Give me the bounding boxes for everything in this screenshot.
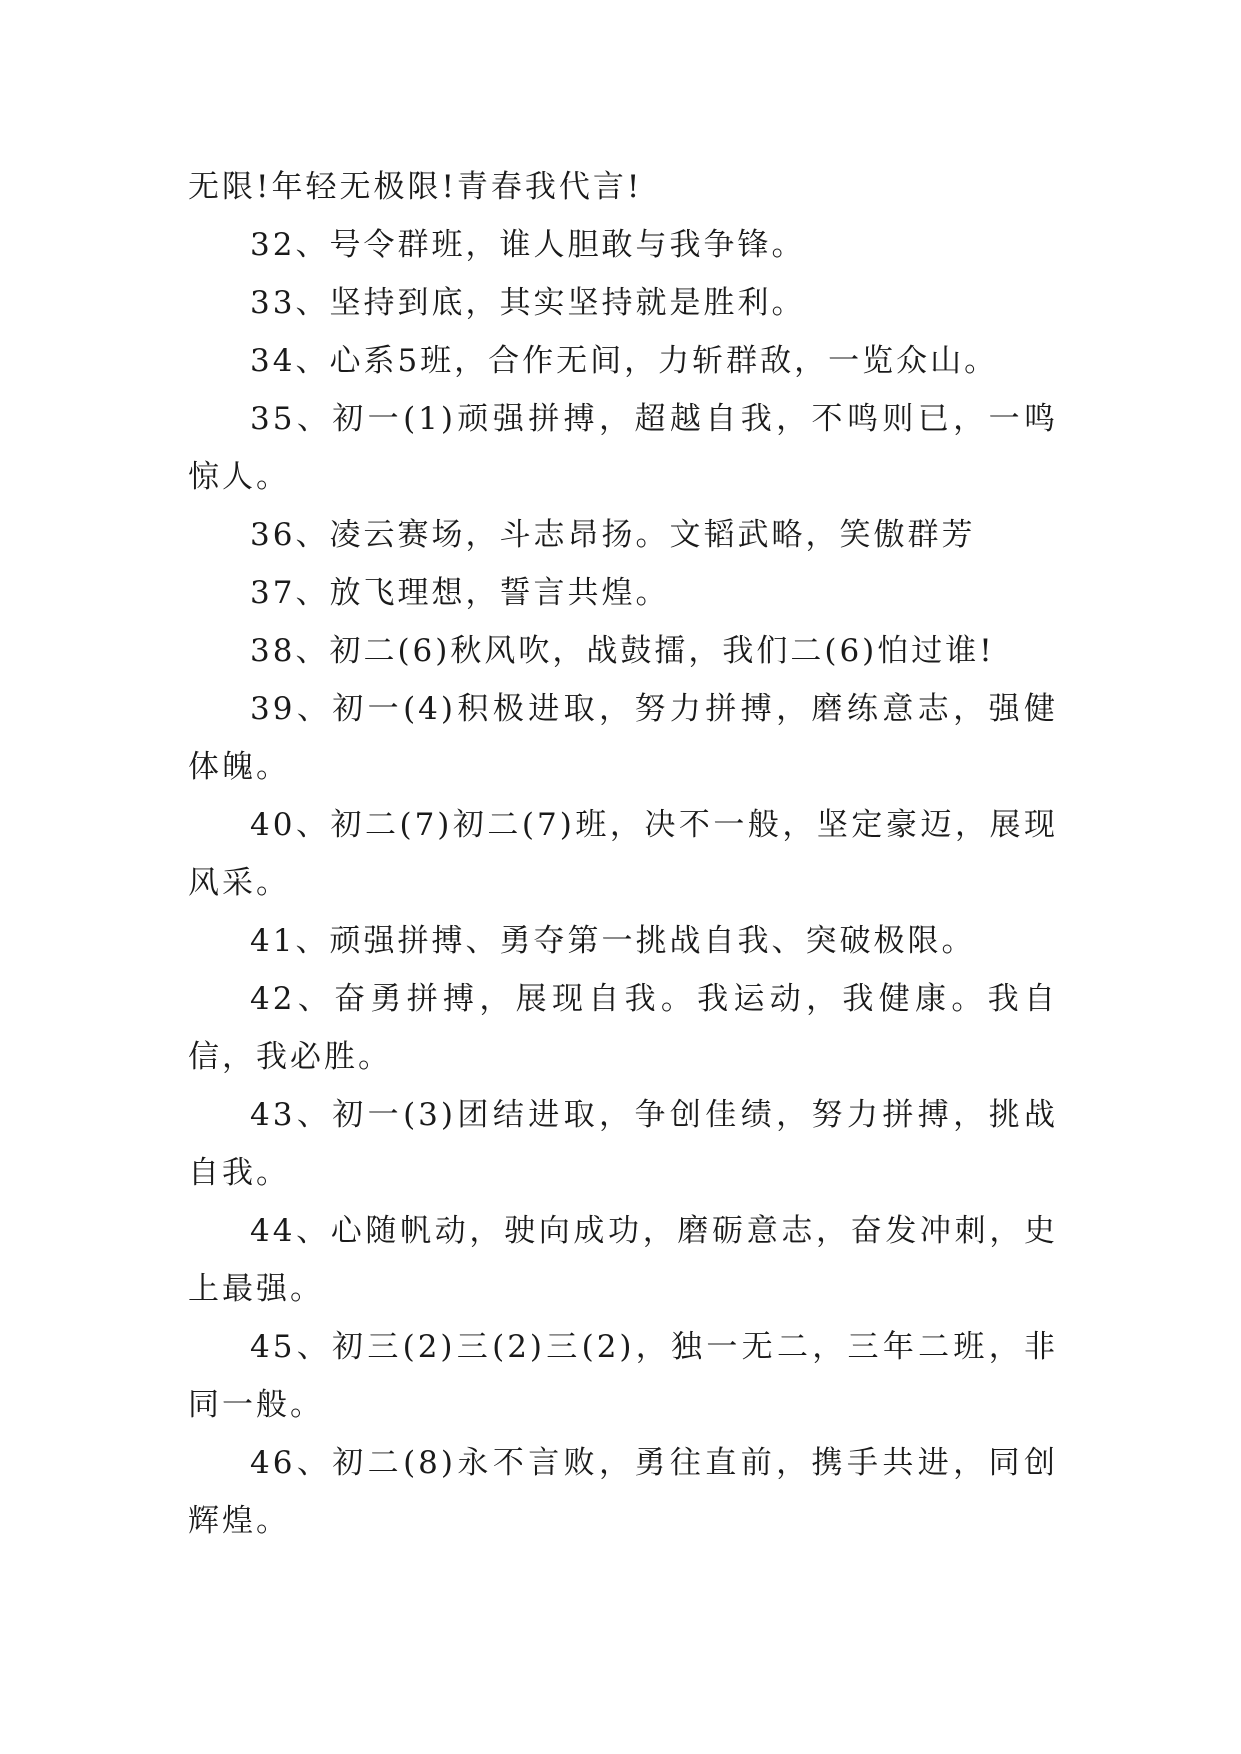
document-body <box>188 158 1058 1550</box>
paragraph-43: 43、初一(3)团结进取，争创佳绩，努力拼搏，挑战自我。 <box>188 1097 1058 1191</box>
paragraph-44: 44、心随帆动，驶向成功，磨砺意志，奋发冲刺，史上最强。 <box>188 1213 1058 1307</box>
paragraph-37: 37、放飞理想，誓言共煌。 <box>250 575 670 611</box>
paragraph-36: 36、凌云赛场，斗志昂扬。文韬武略，笑傲群芳 <box>250 517 976 553</box>
paragraph-40: 40、初二(7)初二(7)班，决不一般，坚定豪迈，展现风采。 <box>188 807 1058 901</box>
paragraph-34: 34、心系5班，合作无间，力斩群敌，一览众山。 <box>250 343 999 379</box>
paragraph-45: 45、初三(2)三(2)三(2)，独一无二，三年二班，非同一般。 <box>188 1329 1058 1423</box>
paragraph-42: 42、奋勇拼搏，展现自我。我运动，我健康。我自信，我必胜。 <box>188 981 1058 1075</box>
paragraph-39: 39、初一(4)积极进取，努力拼搏，磨练意志，强健体魄。 <box>188 691 1058 785</box>
paragraph-41: 41、顽强拼搏、勇夺第一挑战自我、突破极限。 <box>250 923 976 959</box>
paragraph-33: 33、坚持到底，其实坚持就是胜利。 <box>250 285 806 321</box>
paragraph-continued: 无限!年轻无极限!青春我代言! <box>188 169 643 205</box>
paragraph-38: 38、初二(6)秋风吹，战鼓擂，我们二(6)怕过谁! <box>250 633 995 669</box>
paragraph-46: 46、初二(8)永不言败，勇往直前，携手共进，同创辉煌。 <box>188 1445 1058 1539</box>
paragraph-35: 35、初一(1)顽强拼搏，超越自我，不鸣则已，一鸣惊人。 <box>188 401 1058 495</box>
paragraph-32: 32、号令群班，谁人胆敢与我争锋。 <box>250 227 806 263</box>
